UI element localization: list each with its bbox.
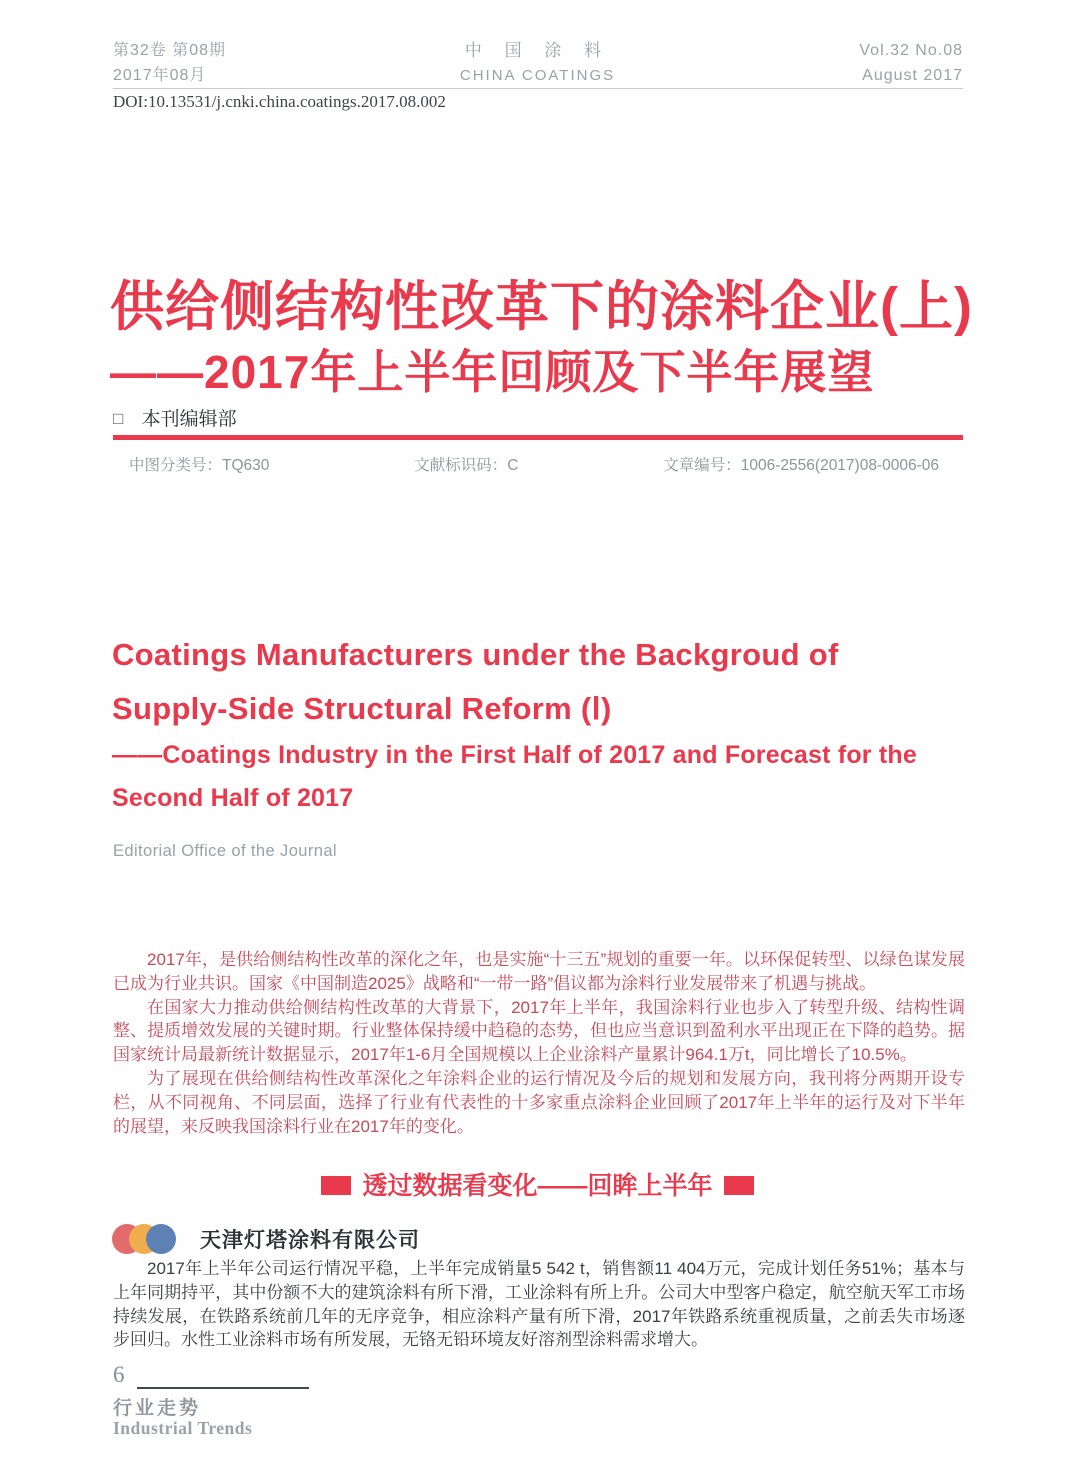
footer-column-en: Industrial Trends — [113, 1418, 253, 1438]
article-number: 文章编号：1006-2556(2017)08-0006-06 — [663, 457, 939, 474]
abstract-block — [113, 948, 965, 1138]
article-title-cn — [110, 275, 973, 401]
article-subtitle-en: ——Coatings Industry in the First Half of 2017 and Forecast for the Second Half of 2017 — [112, 741, 917, 812]
article-title-en — [112, 628, 839, 736]
footer-column-cn: 行业走势 — [113, 1398, 202, 1419]
section-title: 透过数据看变化——回眸上半年 — [362, 1172, 713, 1200]
volume-issue-cn: 第32卷 第08期 — [113, 42, 227, 59]
date-cn: 2017年08月 — [113, 67, 207, 84]
company-name: 天津灯塔涂料有限公司 — [200, 1229, 420, 1252]
doi-line: DOI:10.13531/j.cnki.china.coatings.2017.08.002 — [113, 92, 446, 111]
red-divider-rule — [113, 435, 963, 440]
article-title-en-line2: Supply-Side Structural Reform (Ⅰ) — [112, 691, 612, 726]
company-report-block — [113, 1257, 965, 1352]
logo-circle-blue-icon — [146, 1224, 176, 1254]
author-name-cn: 本刊编辑部 — [141, 409, 237, 430]
company-heading — [112, 1224, 420, 1254]
journal-name-en: CHINA COATINGS — [459, 67, 616, 84]
document-code: 文献标识码：C — [414, 457, 519, 474]
section-marker-right-icon — [724, 1176, 754, 1195]
abstract-paragraph: 2017年，是供给侧结构性改革的深化之年，也是实施“十三五”规划的重要一年。以环保促转型、以绿色谋发展已成为行业共识。国家《中国制造2025》战略和“一带一路”倡议都为涂料行业发展带来了机遇与挑战。 — [113, 950, 965, 993]
abstract-paragraph: 在国家大力推动供给侧结构性改革的大背景下，2017年上半年，我国涂料行业也步入了转型升级、结构性调整、提质增效发展的关键时期。行业整体保持缓中趋稳的态势，但也应当意识到盈利水平出现正在下降的趋势。据国家统计局最新统计数据显示，2017年1-6月全国规模以上企业涂料产量累计964.1万t，同比增长了10.5%。 — [113, 997, 965, 1065]
article-title-cn-line1: 供给侧结构性改革下的涂料企业(上) — [110, 277, 973, 337]
date-en: August 2017 — [862, 67, 963, 84]
header-right — [859, 38, 963, 88]
author-row — [113, 404, 237, 431]
section-marker-left-icon — [321, 1176, 351, 1195]
company-report-paragraph: 2017年上半年公司运行情况平稳，上半年完成销量5 542 t，销售额11 404万元，完成计划任务51%；基本与上年同期持平，其中份额不大的建筑涂料有所下滑，工业涂料有所上升。公司大中型客户稳定，航空航天军工市场持续发展，在铁路系统前几年的无序竞争，相应涂料产量有所下滑，2017年铁路系统重视质量，之前丢失市场逐步回归。水性工业涂料市场有所发展，无铬无铅环境友好溶剂型涂料需求增大。 — [113, 1259, 965, 1350]
journal-name-cn: 中 国 涂 料 — [464, 41, 611, 60]
article-meta-row — [113, 453, 963, 475]
clc-number: 中图分类号：TQ630 — [129, 457, 270, 474]
section-header — [0, 1172, 1075, 1200]
volume-issue-en: Vol.32 No.08 — [859, 42, 963, 59]
footer-divider — [137, 1387, 309, 1389]
abstract-paragraph: 为了展现在供给侧结构性改革深化之年涂料企业的运行情况及今后的规划和发展方向，我刊将分两期开设专栏，从不同视角、不同层面，选择了行业有代表性的十多家重点涂料企业回顾了2017年上半年的运行及对下半年的展望，来反映我国涂料行业在2017年的变化。 — [113, 1068, 965, 1136]
page-number: 6 — [113, 1362, 125, 1387]
author-square-icon: □ — [113, 409, 124, 428]
article-title-en-line1: Coatings Manufacturers under the Backgroud of — [112, 637, 839, 672]
company-logo-icon — [112, 1224, 176, 1254]
article-title-cn-line2: ——2017年上半年回顾及下半年展望 — [110, 346, 875, 398]
author-name-en: Editorial Office of the Journal — [113, 842, 337, 860]
header-divider — [113, 88, 963, 89]
